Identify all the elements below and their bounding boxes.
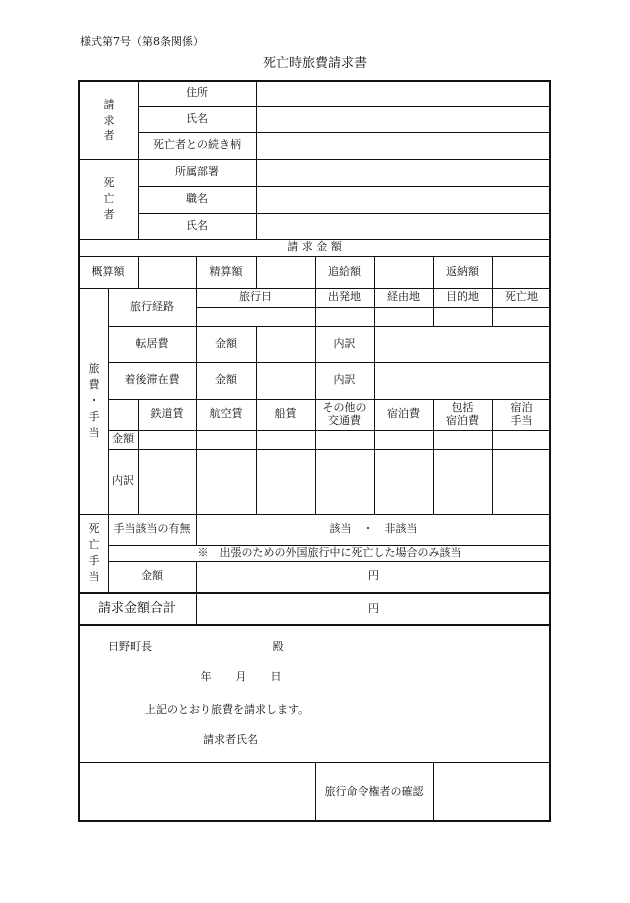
destination-label: 目的地 [446,290,479,304]
deceased-name-label: 氏名 [186,218,208,232]
claim-amount-header: 請 求 金 額 [287,240,342,254]
date-year: 年 [200,669,212,683]
rule [256,256,257,288]
moving-breakdown-label: 内訳 [333,336,356,350]
rule [492,256,493,288]
total-label: 請求金額合計 [97,600,176,616]
approver-confirmation-label: 旅行命令権者の確認 [324,784,424,798]
other-transport-label [315,399,374,430]
lodging-label: 宿泊費 [387,407,420,421]
deceased-position-label: 職名 [186,192,208,206]
date-month: 月 [235,669,247,683]
additional-amount-label: 追給額 [328,264,361,278]
fare-breakdown-row-label: 内訳 [112,474,134,488]
eligibility-options: 該当 ・ 非該当 [329,522,418,536]
rule [78,624,551,626]
rule [256,326,257,399]
other-transport-text: その他の 交通費 [322,400,367,427]
place-of-death-label: 死亡地 [505,290,538,304]
post-arrival-stay-label: 着後滞在費 [124,373,180,387]
deceased-department-label: 所属部署 [175,165,219,179]
moving-amount-label: 金額 [215,336,237,350]
form-id: 様式第7号（第8条関係） [80,35,204,48]
deceased-group-label [80,159,138,239]
air-fare-label: 航空賃 [209,407,243,421]
rule [108,449,551,450]
via-label: 経由地 [387,290,420,304]
rule [256,80,257,239]
departure-label: 出発地 [328,290,361,304]
death-allowance-amount-label: 金額 [141,569,163,583]
death-allowance-group-label [80,514,108,592]
rule [108,430,551,431]
death-allowance-label-text: 死 亡 手 当 [88,522,100,583]
claimant-relation-label: 死亡者との続き柄 [153,138,241,152]
claimant-address-label: 住所 [186,85,208,99]
rule [433,762,434,822]
settlement-amount-label: 精算額 [209,264,243,278]
claimant-label-text: 請 求 者 [103,97,115,143]
travel-date-label: 旅行日 [239,290,272,304]
claimant-group-label [80,82,138,159]
stay-amount-label: 金額 [215,373,237,387]
claimant-name-label: 氏名 [186,111,208,125]
fare-amount-row-label: 金額 [112,432,134,446]
rule [374,256,375,288]
rule [138,256,139,288]
death-allowance-note: ※ 出張のための外国旅行中に死亡した場合のみ該当 [197,545,462,559]
inclusive-lodging-text: 包括 宿泊費 [446,400,479,427]
claim-statement: 上記のとおり旅費を請求します。 [145,702,310,716]
travel-route-label: 旅行経路 [130,299,174,313]
moving-expense-label: 転居費 [135,336,169,350]
travel-label-text: 旅 費 ・ 手 当 [88,362,100,439]
signer-name-label: 請求者氏名 [203,732,258,746]
page-title: 死亡時旅費請求書 [262,56,367,71]
honorific: 殿 [272,639,284,653]
deceased-label-text: 死 亡 者 [103,176,115,221]
date-day: 日 [270,669,282,683]
travel-group-label [80,288,108,514]
eligibility-label: 手当該当の有無 [113,522,191,536]
ship-fare-label: 船賃 [274,407,297,421]
estimated-amount-label: 概算額 [91,264,125,278]
lodging-allowance-text: 宿泊 手当 [510,400,533,427]
rail-fare-label: 鉄道賃 [150,407,184,421]
stay-breakdown-label: 内訳 [333,373,356,387]
death-allowance-yen: 円 [368,569,379,583]
total-yen: 円 [368,601,379,615]
inclusive-lodging-label [433,399,492,430]
refund-amount-label: 返納額 [446,264,479,278]
addressee: 日野町長 [108,639,152,653]
lodging-allowance-label [492,399,551,430]
rule [374,326,375,399]
